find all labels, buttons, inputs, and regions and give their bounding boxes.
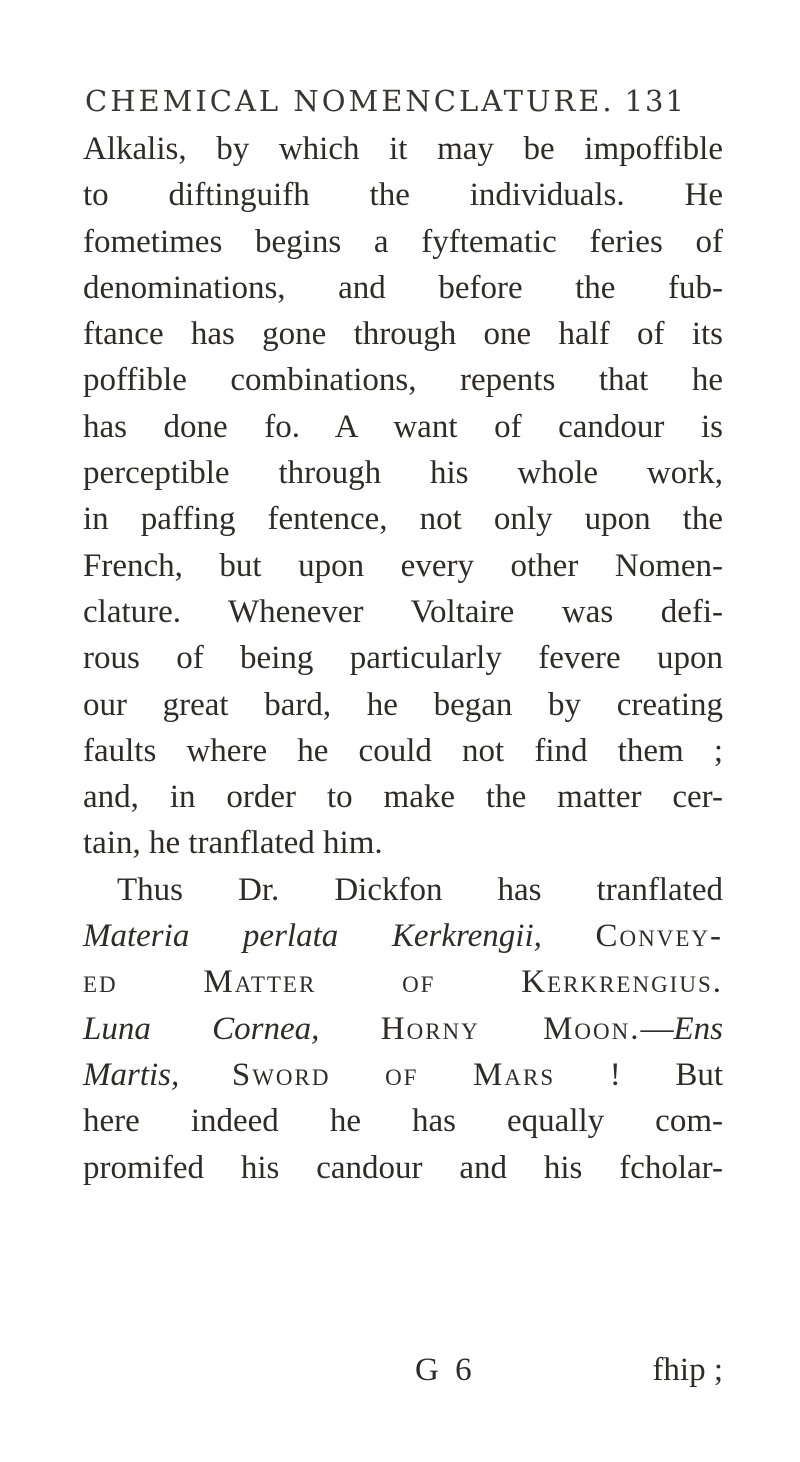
- english-term: Convey-: [595, 918, 724, 955]
- english-term: Sword of Mars !: [231, 1056, 623, 1093]
- text-line: Thus Dr. Dickfon has tranflated: [117, 871, 723, 908]
- text-line: perceptible through his whole work,: [83, 455, 723, 492]
- example-line: [83, 959, 723, 1005]
- catchword: fhip ;: [652, 1352, 723, 1388]
- text-line: poffible combinations, repents that he: [83, 362, 723, 399]
- body-text: [83, 126, 723, 1191]
- text-fragment: But: [675, 1056, 724, 1093]
- text-line: and, in order to make the matter cer-: [83, 779, 723, 816]
- text-line: in paffing fentence, not only upon the: [83, 501, 723, 538]
- text-line: Alkalis, by which it may be impoffible: [83, 131, 723, 167]
- running-head: [85, 84, 686, 118]
- text-line: here indeed he has equally com-: [83, 1103, 723, 1140]
- latin-term: Materia perlata Kerkrengii,: [83, 918, 542, 955]
- english-term: ed Matter of Kerkrengius.: [83, 964, 723, 1001]
- text-line: clature. Whenever Voltaire was defi-: [83, 593, 723, 630]
- text-line: denominations, and before the fub-: [83, 269, 723, 306]
- text-line: fometimes begins a fyftematic feries of: [83, 223, 723, 260]
- page-number: 131: [624, 84, 686, 118]
- running-head-title: CHEMICAL NOMENCLATURE.: [85, 84, 615, 118]
- example-line: [83, 913, 723, 959]
- text-line: has done fo. A want of candour is: [83, 408, 723, 445]
- text-line: tain, he tranflated him.: [83, 825, 383, 862]
- text-line: ftance has gone through one half of its: [83, 316, 723, 353]
- example-line: [83, 1006, 723, 1052]
- em-dash: —: [640, 1010, 674, 1047]
- text-line: rous of being particularly fevere upon: [83, 640, 723, 677]
- latin-term: Ens: [673, 1010, 723, 1047]
- english-term: Horny Moon.: [380, 1010, 641, 1047]
- text-line: our great bard, he began by creating: [83, 686, 723, 723]
- latin-term: Martis,: [83, 1056, 180, 1093]
- text-line: French, but upon every other Nomen-: [83, 547, 723, 584]
- text-line: faults where he could not find them ;: [83, 732, 723, 769]
- signature-mark: G 6: [415, 1352, 476, 1388]
- example-line: [83, 1052, 723, 1098]
- latin-term: Luna Cornea,: [83, 1010, 320, 1047]
- text-line: to diftinguifh the individuals. He: [83, 177, 723, 214]
- page-footer: [83, 1352, 723, 1394]
- text-line: promifed his candour and his fcholar-: [83, 1149, 723, 1186]
